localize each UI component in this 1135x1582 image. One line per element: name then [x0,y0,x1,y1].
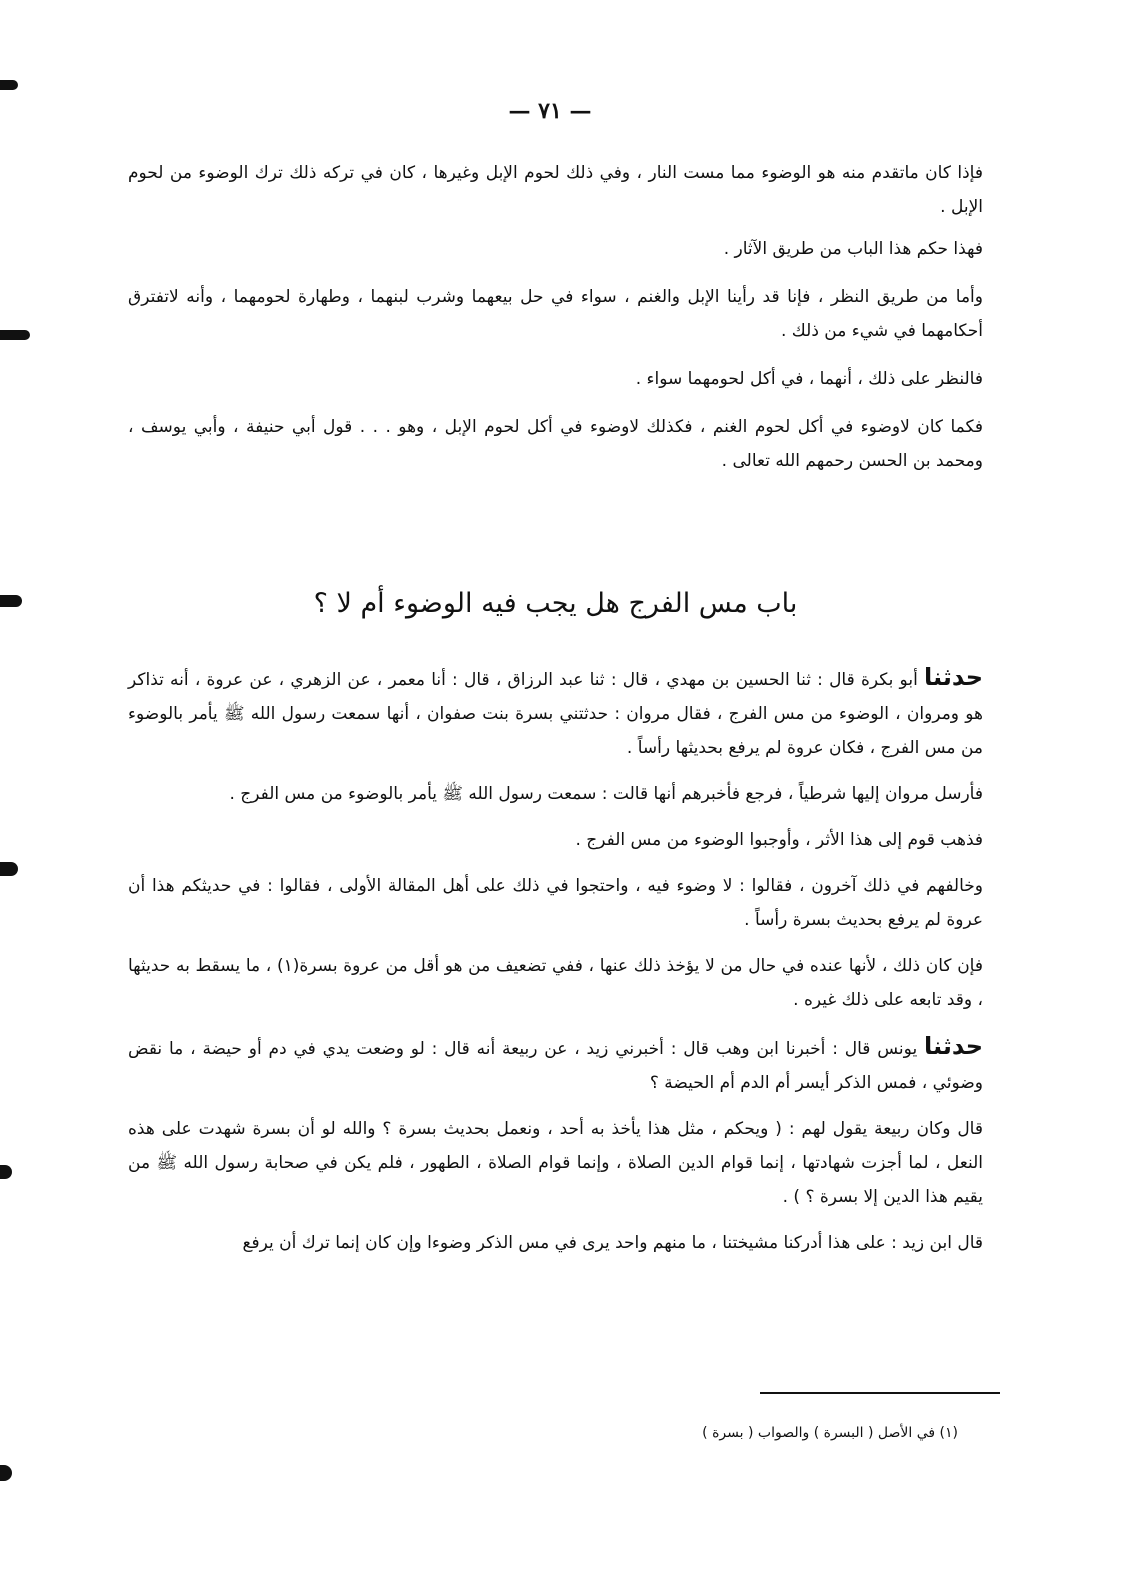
scan-margin-mark [0,1165,12,1179]
paragraph-ibn-zayd: قال ابن زيد : على هذا أدركنا مشيختنا ، ما منهم واحد يرى في مس الذكر وضوءا وإن كان إنما ترك أن يرفع [242,1233,983,1253]
paragraph-rabia: قال وكان ربيعة يقول لهم : ( ويحكم ، مثل هذا يأخذ به أحد ، ونعمل بحديث بسرة ؟ والله لو أن بسرة شهدت على هذه النعل ، لما أجزت شهادتها ، إنما قوام الدين الصلاة ، وإنما قوام الصلاة ، الطهور ، فلم يكن في صحابة رسول الله ﷺ من يقيم هذا الدين إلا بسرة ؟ ) . [128,1119,983,1207]
paragraph-1: فإذا كان ماتقدم منه هو الوضوء مما مست النار ، وفي ذلك لحوم الإبل وغيرها ، كان في تركه ذلك ترك الوضوء من لحوم الإبل . [128,163,983,217]
page-number: — ٧١ — [508,98,592,124]
scan-margin-mark [0,595,22,607]
hadith-lead-word: حدثنا [924,1032,983,1060]
hadith-lead-word: حدثنا [924,663,983,691]
paragraph-opinion: فذهب قوم إلى هذا الأثر ، وأوجبوا الوضوء من مس الفرج . [575,830,983,850]
hadith-text: يونس قال : أخبرنا ابن وهب قال : أخبرني زيد ، عن ربيعة أنه قال : لو وضعت يدي في دم أو حيضة ، ما نقض وضوئي ، فمس الذكر أيسر أم الدم أم الحيضة ؟ [128,1039,983,1093]
scan-margin-mark [0,862,18,876]
scan-margin-mark [0,1465,12,1481]
footnote: (١) في الأصل ( البسرة ) والصواب ( بسرة ) [702,1425,958,1441]
section-heading: باب مس الفرج هل يجب فيه الوضوء أم لا ؟ [313,588,798,619]
footnote-divider [760,1392,1000,1394]
top-text-block [128,156,983,478]
paragraph-3: وأما من طريق النظر ، فإنا قد رأينا الإبل والغنم ، سواء في حل بيعهما وشرب لبنهما ، وطهارة لحومهما ، وأنه لاتفترق أحكامهما في شيء من ذلك . [128,287,983,341]
hadith-text: أبو بكرة قال : ثنا الحسين بن مهدي ، قال : ثنا عبد الرزاق ، قال : أنا معمر ، عن الزهري ، عن عروة ، أنه تذاكر هو ومروان ، الوضوء من مس الفرج ، فقال مروان : حدثتني بسرة بنت صفوان ، أنها سمعت رسول الله ﷺ يأمر بالوضوء من مس الفرج ، فكان عروة لم يرفع بحديثها رأساً . [128,670,983,758]
hadith-paragraph-1 [128,660,983,765]
paragraph-argument: فإن كان ذلك ، لأنها عنده في حال من لا يؤخذ ذلك عنها ، ففي تضعيف من هو أقل من عروة بسرة(١) ، ما يسقط به حديثها ، وقد تابعه على ذلك غيره . [128,956,983,1010]
paragraph-5: فكما كان لاوضوء في أكل لحوم الغنم ، فكذلك لاوضوء في أكل لحوم الإبل ، وهو . . . قول أبي حنيفة ، وأبي يوسف ، ومحمد بن الحسن رحمهم الله تعالى . [128,417,983,471]
paragraph-4: فالنظر على ذلك ، أنهما ، في أكل لحومهما سواء . [635,369,983,389]
paragraph-disagreement: وخالفهم في ذلك آخرون ، فقالوا : لا وضوء فيه ، واحتجوا في ذلك على أهل المقالة الأولى ، فقالوا : في حديثكم هذا أن عروة لم يرفع بحديث بسرة رأساً . [128,876,983,930]
scan-margin-mark [0,330,30,340]
hadith-paragraph-2 [128,1029,983,1100]
paragraph-2: فهذا حكم هذا الباب من طريق الآثار . [723,239,983,259]
scan-margin-mark [0,80,18,90]
section-text-block [128,660,983,1260]
paragraph-sending: فأرسل مروان إليها شرطياً ، فرجع فأخبرهم أنها قالت : سمعت رسول الله ﷺ يأمر بالوضوء من مس الفرج . [229,784,983,804]
